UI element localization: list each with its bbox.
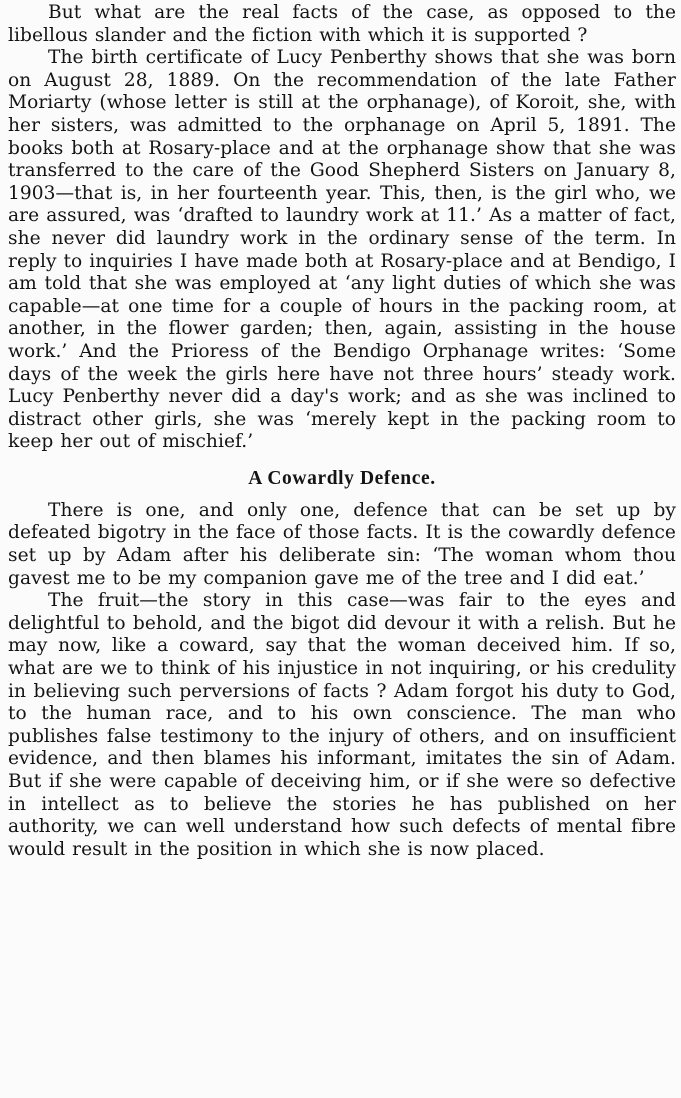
paragraph-birth-certificate: The birth certificate of Lucy Penberthy shows that she was born on August 28, 1889. On the recommendation of the late Father Moriarty (whose letter is still at the orphanage), of Koroit, she, with her sisters, was admitted to the orphanage on April 5, 1891. The books both at Rosary-place and at the orphanage show that she was transferred to the care of the Good Shepherd Sisters on January 8, 1903—that is, in her fourteenth year. This, then, is the girl who, we are assured, was ‘drafted to laundry work at 11.’ As a matter of fact, she never did laundry work in the ordinary sense of the term. In reply to inquiries I have made both at Rosary-place and at Bendigo, I am told that she was employed at ‘any light duties of which she was capable—at one time for a couple of hours in the packing room, at another, in the flower garden; then, again, assisting in the house work.’ And the Prioress of the Bendigo Orphanage writes: ‘Some days of the week the girls here have not three hours’ steady work. Lucy Penberthy never did a day's work; and as she was inclined to distract other girls, she was ‘merely kept in the packing room to keep her out of mischief.’ — [8, 47, 676, 453]
article-column — [8, 2, 676, 861]
paragraph-the-fruit: The fruit—the story in this case—was fair to the eyes and delightful to behold, and the bigot did devour it with a relish. But he may now, like a coward, say that the woman deceived him. If so, what are we to think of his injustice in not inquiring, or his credulity in believing such perversions of facts ? Adam forgot his duty to God, to the human race, and to his own conscience. The man who publishes false testimony to the injury of others, and on insufficient evidence, and then blames his informant, imitates the sin of Adam. But if she were capable of deceiving him, or if she were so defective in intellect as to believe the stories he has published on her authority, we can well understand how such defects of mental fibre would result in the position in which she is now placed. — [8, 590, 676, 860]
section-heading: A Cowardly Defence. — [248, 467, 436, 489]
paragraph-facts-question: But what are the real facts of the case, as opposed to the libellous slander and the fiction with which it is supported ? — [8, 2, 676, 46]
paragraph-cowardly-defence: There is one, and only one, defence that can be set up by defeated bigotry in the face of those facts. It is the cowardly defence set up by Adam after his deliberate sin: ‘The woman whom thou gavest me to be my companion gave me of the tree and I did eat.’ — [8, 499, 676, 589]
